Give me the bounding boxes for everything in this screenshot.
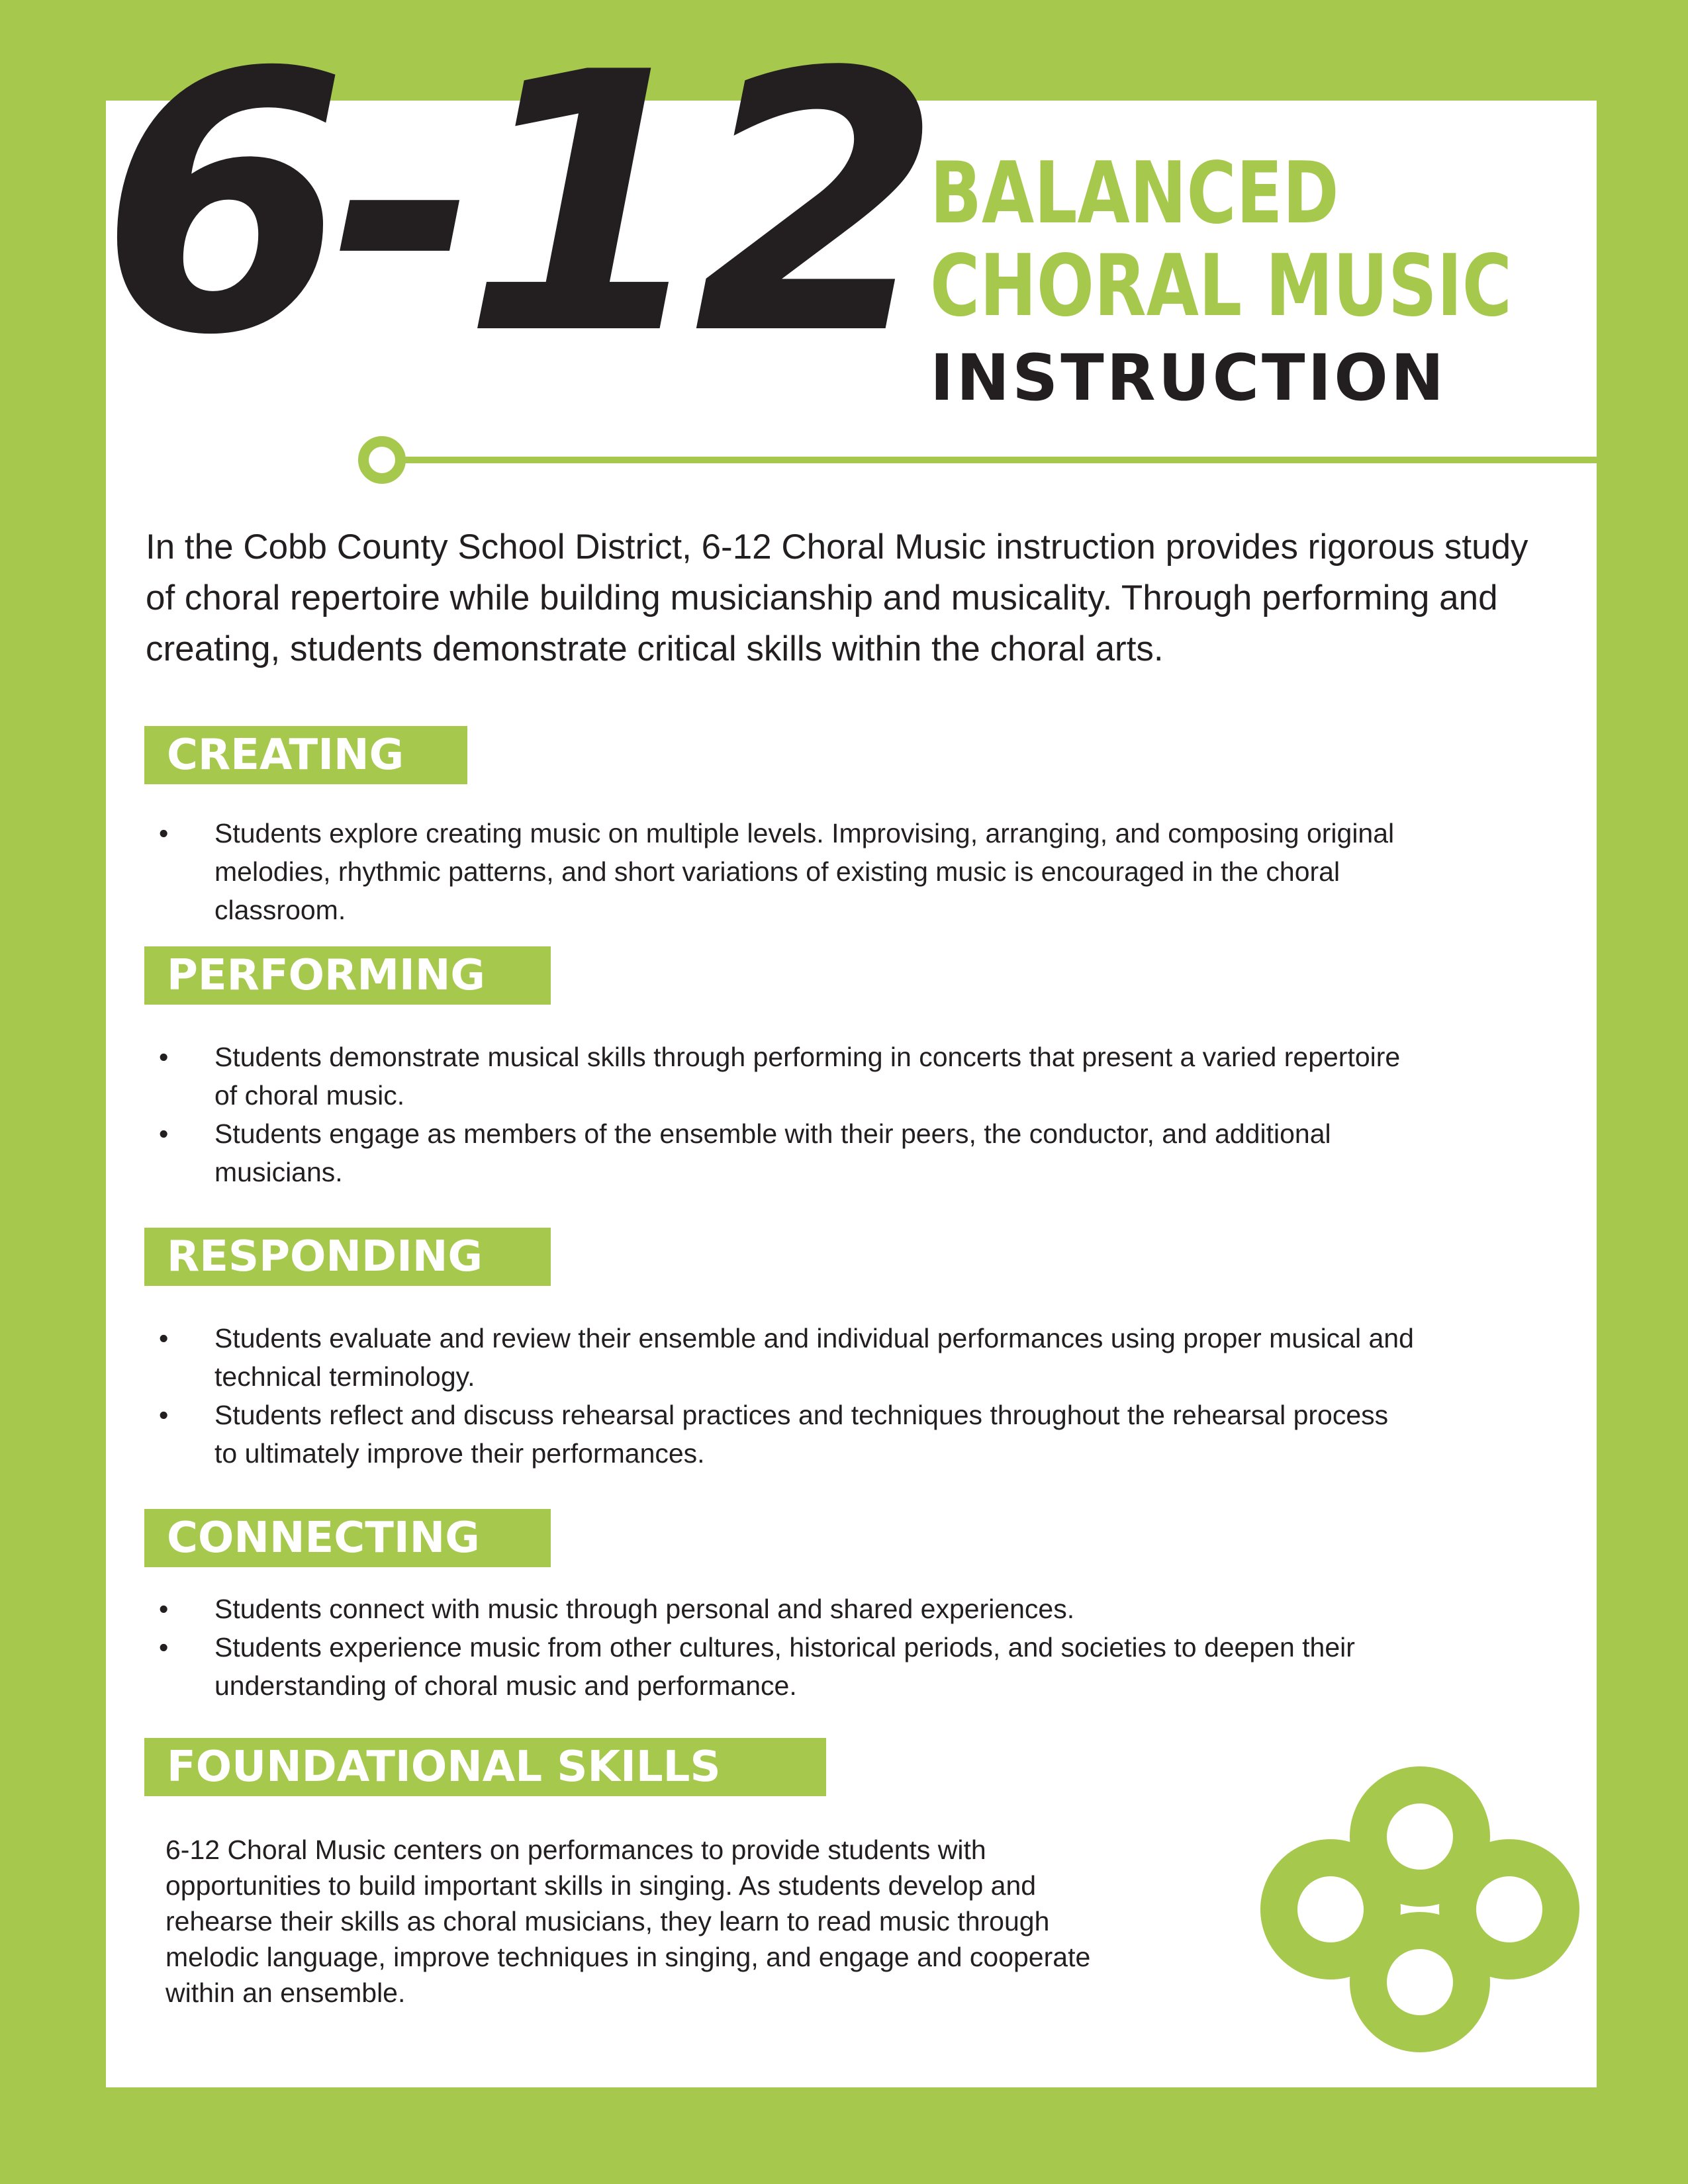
title-instruction: INSTRUCTION	[930, 341, 1447, 415]
section-heading-creating: CREATING	[144, 726, 467, 784]
grade-range-title: 6-12	[99, 0, 925, 413]
bullet-item: • Students engage as members of the ensemble with their peers, the conductor, and additional musicians.	[159, 1115, 1417, 1191]
circle-line-divider-icon	[341, 433, 1599, 486]
bullet-item: • Students explore creating music on multiple levels. Improvising, arranging, and composing original melodies, rhythmic patterns, and short variations of existing music is encouraged in the choral classroom.	[159, 814, 1417, 929]
title-balanced: BALANCED	[930, 144, 1339, 243]
performing-bullets	[159, 1038, 1417, 1191]
interlocking-rings-logo-icon	[1248, 1754, 1592, 2065]
bullet-item: • Students demonstrate musical skills through performing in concerts that present a varied repertoire of choral music.	[159, 1038, 1417, 1115]
bullet-item: • Students reflect and discuss rehearsal practices and techniques throughout the rehearsal process to ultimately improve their performances.	[159, 1396, 1417, 1473]
section-heading-responding: RESPONDING	[144, 1228, 551, 1286]
section-heading-performing: PERFORMING	[144, 946, 551, 1005]
section-heading-foundational-skills: FOUNDATIONAL SKILLS	[144, 1738, 826, 1796]
title-choral-music: CHORAL MUSIC	[930, 237, 1512, 336]
bullet-item: • Students evaluate and review their ensemble and individual performances using proper musical and technical terminology.	[159, 1319, 1417, 1396]
bullet-item: • Students connect with music through personal and shared experiences.	[159, 1590, 1417, 1628]
connecting-bullets	[159, 1590, 1417, 1705]
bullet-item: • Students experience music from other cultures, historical periods, and societies to deepen their understanding of choral music and performance.	[159, 1628, 1417, 1705]
section-heading-connecting: CONNECTING	[144, 1509, 551, 1567]
foundational-skills-text: 6-12 Choral Music centers on performances to provide students with opportunities to build important skills in singing. As students develop and rehearse their skills as choral musicians, they learn to read music through melodic language, improve techniques in singing, and engage and cooperate within an ensemble.	[165, 1835, 1091, 2008]
intro-paragraph: In the Cobb County School District, 6-12 Choral Music instruction provides rigorous study of choral repertoire while building musicianship and musicality. Through performing and creating, students demonstrate critical skills within the choral arts.	[146, 527, 1528, 668]
responding-bullets	[159, 1319, 1417, 1473]
creating-bullets	[159, 814, 1417, 929]
